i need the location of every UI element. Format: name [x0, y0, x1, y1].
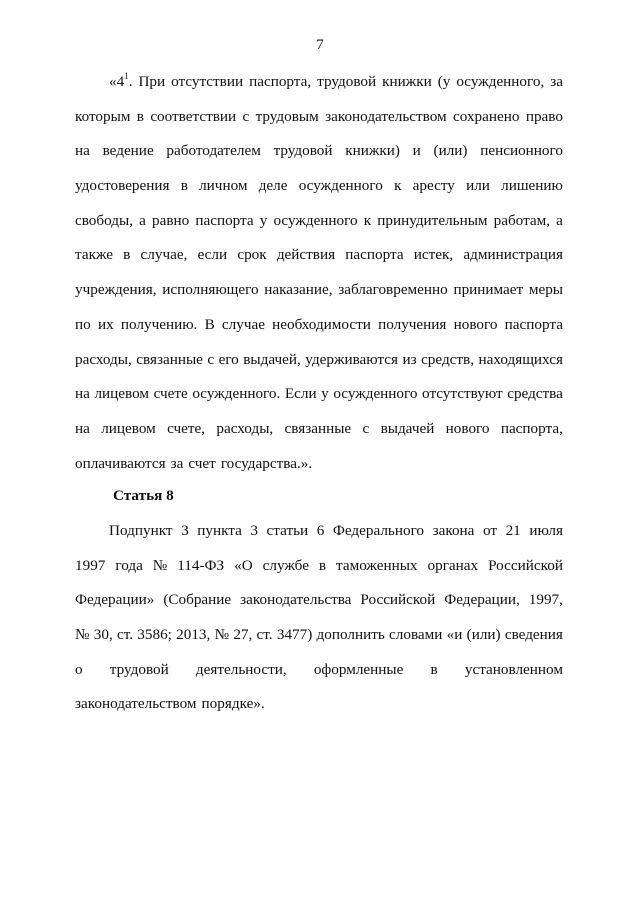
word: осужденного: [273, 211, 358, 229]
word: случае: [221, 315, 265, 333]
word: равно: [151, 211, 190, 229]
text-line: [75, 108, 563, 143]
text-line: [75, 70, 563, 108]
word: трудовой: [273, 142, 333, 160]
word: паспорта,: [500, 419, 563, 437]
word: порядке».: [201, 695, 265, 713]
word: Федерального: [332, 522, 425, 539]
word: трудовой: [317, 73, 377, 90]
word: если: [197, 246, 228, 264]
word: словами: [389, 626, 443, 644]
word: а: [139, 211, 146, 229]
word: наказание,: [264, 281, 333, 299]
word: дополнить: [316, 626, 385, 644]
word: счете,: [167, 419, 206, 437]
word: удостоверения: [75, 177, 170, 195]
word: №: [152, 556, 168, 574]
word: Федерации»: [75, 591, 155, 609]
word: удерживаются: [305, 350, 398, 368]
word: службе: [262, 556, 309, 574]
word: принимает: [453, 281, 524, 299]
word: о: [75, 660, 83, 678]
paragraph-2: [75, 522, 563, 730]
word: государства.».: [220, 454, 313, 472]
word: у: [321, 385, 329, 403]
word: пенсионного: [480, 142, 563, 160]
word: нового: [453, 315, 498, 333]
word: на: [75, 419, 90, 437]
word: отсутствуют: [422, 385, 503, 403]
word: 30,: [93, 626, 113, 644]
word: его: [218, 350, 239, 368]
text-line: [75, 351, 563, 386]
word: с: [207, 350, 215, 368]
word: (или): [433, 142, 468, 160]
text-line: [75, 142, 563, 177]
word: заблаговременно: [338, 281, 448, 299]
word: сведения: [504, 626, 563, 644]
word: связанные: [284, 419, 352, 437]
word: находящихся: [478, 350, 563, 368]
word: лишению: [501, 177, 563, 195]
word: деятельности,: [195, 660, 287, 678]
word: июля: [529, 522, 563, 539]
word: действия: [276, 246, 336, 264]
word: 3: [181, 522, 189, 539]
text-line: [75, 522, 563, 557]
word: выдачей: [380, 419, 435, 437]
word: также: [75, 246, 113, 264]
word: 6: [316, 522, 325, 539]
word: паспорта: [345, 246, 404, 264]
word: работодателем: [166, 142, 261, 160]
word: соответствии: [150, 107, 237, 125]
word: средства: [507, 385, 563, 403]
text-line: [75, 661, 563, 696]
word: с: [242, 107, 250, 125]
word: установленном: [464, 660, 563, 678]
word: законодательства: [240, 591, 352, 609]
word: в: [180, 177, 188, 195]
word: отсутствии: [171, 73, 244, 90]
word: лицевом: [94, 385, 149, 403]
word: от: [482, 522, 497, 539]
word: (Собрание: [163, 591, 232, 609]
word: 3586;: [137, 626, 172, 644]
word: расходы,: [75, 350, 132, 368]
word: книжки: [382, 73, 432, 90]
word: (у: [437, 73, 451, 90]
word: «О: [234, 556, 253, 574]
word: Российской: [360, 591, 436, 609]
word: Российской: [488, 556, 563, 574]
text-line: [75, 420, 563, 455]
word: №: [75, 626, 90, 644]
word: года: [115, 556, 143, 574]
word: В: [204, 315, 215, 333]
word: трудовой: [109, 660, 169, 678]
word: счете: [153, 385, 188, 403]
word: паспорта: [195, 211, 254, 229]
word: 21: [505, 522, 521, 539]
word: осужденного.: [192, 385, 281, 403]
word: на: [75, 142, 90, 160]
word: выдачей,: [243, 350, 301, 368]
word: 2013,: [176, 626, 211, 644]
text-line: [75, 281, 563, 316]
word: в: [123, 246, 131, 264]
word: 114-ФЗ: [177, 556, 225, 574]
word: с: [362, 419, 370, 437]
word: паспорта: [504, 315, 563, 333]
word: необходимости: [272, 315, 371, 333]
word: срок: [237, 246, 267, 264]
word: сохранено: [452, 107, 520, 125]
word: 27,: [233, 626, 253, 644]
word: и: [412, 142, 421, 160]
word: а: [556, 211, 563, 229]
word: ст.: [256, 626, 273, 644]
word: 3477): [276, 626, 313, 644]
text-line: [75, 385, 563, 420]
word: счет: [188, 454, 216, 472]
word: 1997,: [528, 591, 563, 609]
word: законодательством: [75, 695, 197, 713]
word: осужденного,: [456, 73, 545, 90]
text-line: [75, 557, 563, 592]
text-line: [75, 316, 563, 351]
word: таможенных: [336, 556, 418, 574]
word: Федерации,: [444, 591, 520, 609]
word: меры: [528, 281, 563, 299]
word: случае,: [140, 246, 188, 264]
word: закона: [432, 522, 475, 539]
word: осужденного: [298, 177, 383, 195]
text-line: [75, 591, 563, 626]
word: оформленные: [313, 660, 404, 678]
word: или: [466, 177, 490, 195]
word: пункта: [197, 522, 242, 539]
word: При: [138, 73, 166, 90]
word: за: [170, 454, 184, 472]
word: 1997: [75, 556, 106, 574]
text-line: [75, 695, 563, 730]
word: получения: [378, 315, 447, 333]
text-line: [75, 177, 563, 212]
word: к: [394, 177, 402, 195]
word: статьи: [266, 522, 309, 539]
word: свободы,: [75, 211, 134, 229]
word: в: [136, 107, 144, 125]
word: деле: [258, 177, 288, 195]
text-line: [75, 246, 563, 281]
word: 3: [250, 522, 258, 539]
text-line: [75, 212, 563, 247]
text-line: [75, 626, 563, 661]
word: у: [259, 211, 268, 229]
word: трудовым: [255, 107, 319, 125]
word: осужденного: [333, 385, 418, 403]
word: администрация: [463, 246, 563, 264]
word: (или): [466, 626, 501, 644]
word: к: [363, 211, 372, 229]
word: личном: [199, 177, 248, 195]
word: по: [75, 315, 91, 333]
word: которым: [75, 107, 131, 125]
word: №: [214, 626, 230, 644]
word: законодательством: [325, 107, 447, 125]
word: «и: [446, 626, 463, 644]
word: право: [525, 107, 563, 125]
word: Подпункт: [109, 522, 173, 539]
word: ст.: [116, 626, 134, 644]
word: учреждения,: [75, 281, 157, 299]
word: их: [97, 315, 114, 333]
text-line: [75, 455, 563, 490]
word: в: [430, 660, 438, 678]
word: Если: [284, 385, 317, 403]
word: книжки): [345, 142, 400, 160]
word: истек,: [413, 246, 454, 264]
word: аресту: [412, 177, 455, 195]
word: из: [402, 350, 417, 368]
word: получению.: [120, 315, 198, 333]
word: органах: [427, 556, 479, 574]
word: лицевом: [101, 419, 156, 437]
word: «$4^1$.: [109, 70, 133, 90]
word: средств,: [421, 350, 475, 368]
word: паспорта,: [249, 73, 312, 90]
word: связанные: [136, 350, 203, 368]
word: за: [550, 73, 563, 90]
paragraph-1: [75, 70, 563, 489]
word: на: [75, 385, 90, 403]
page-number: 7: [316, 37, 324, 53]
word: расходы,: [216, 419, 274, 437]
word: работам,: [493, 211, 551, 229]
word: принудительным: [377, 211, 488, 229]
word: ведение: [102, 142, 154, 160]
word: оплачиваются: [75, 454, 166, 472]
word: исполняющего: [162, 281, 259, 299]
word: нового: [445, 419, 490, 437]
article-heading: Статья 8: [113, 487, 174, 504]
word: в: [318, 556, 327, 574]
